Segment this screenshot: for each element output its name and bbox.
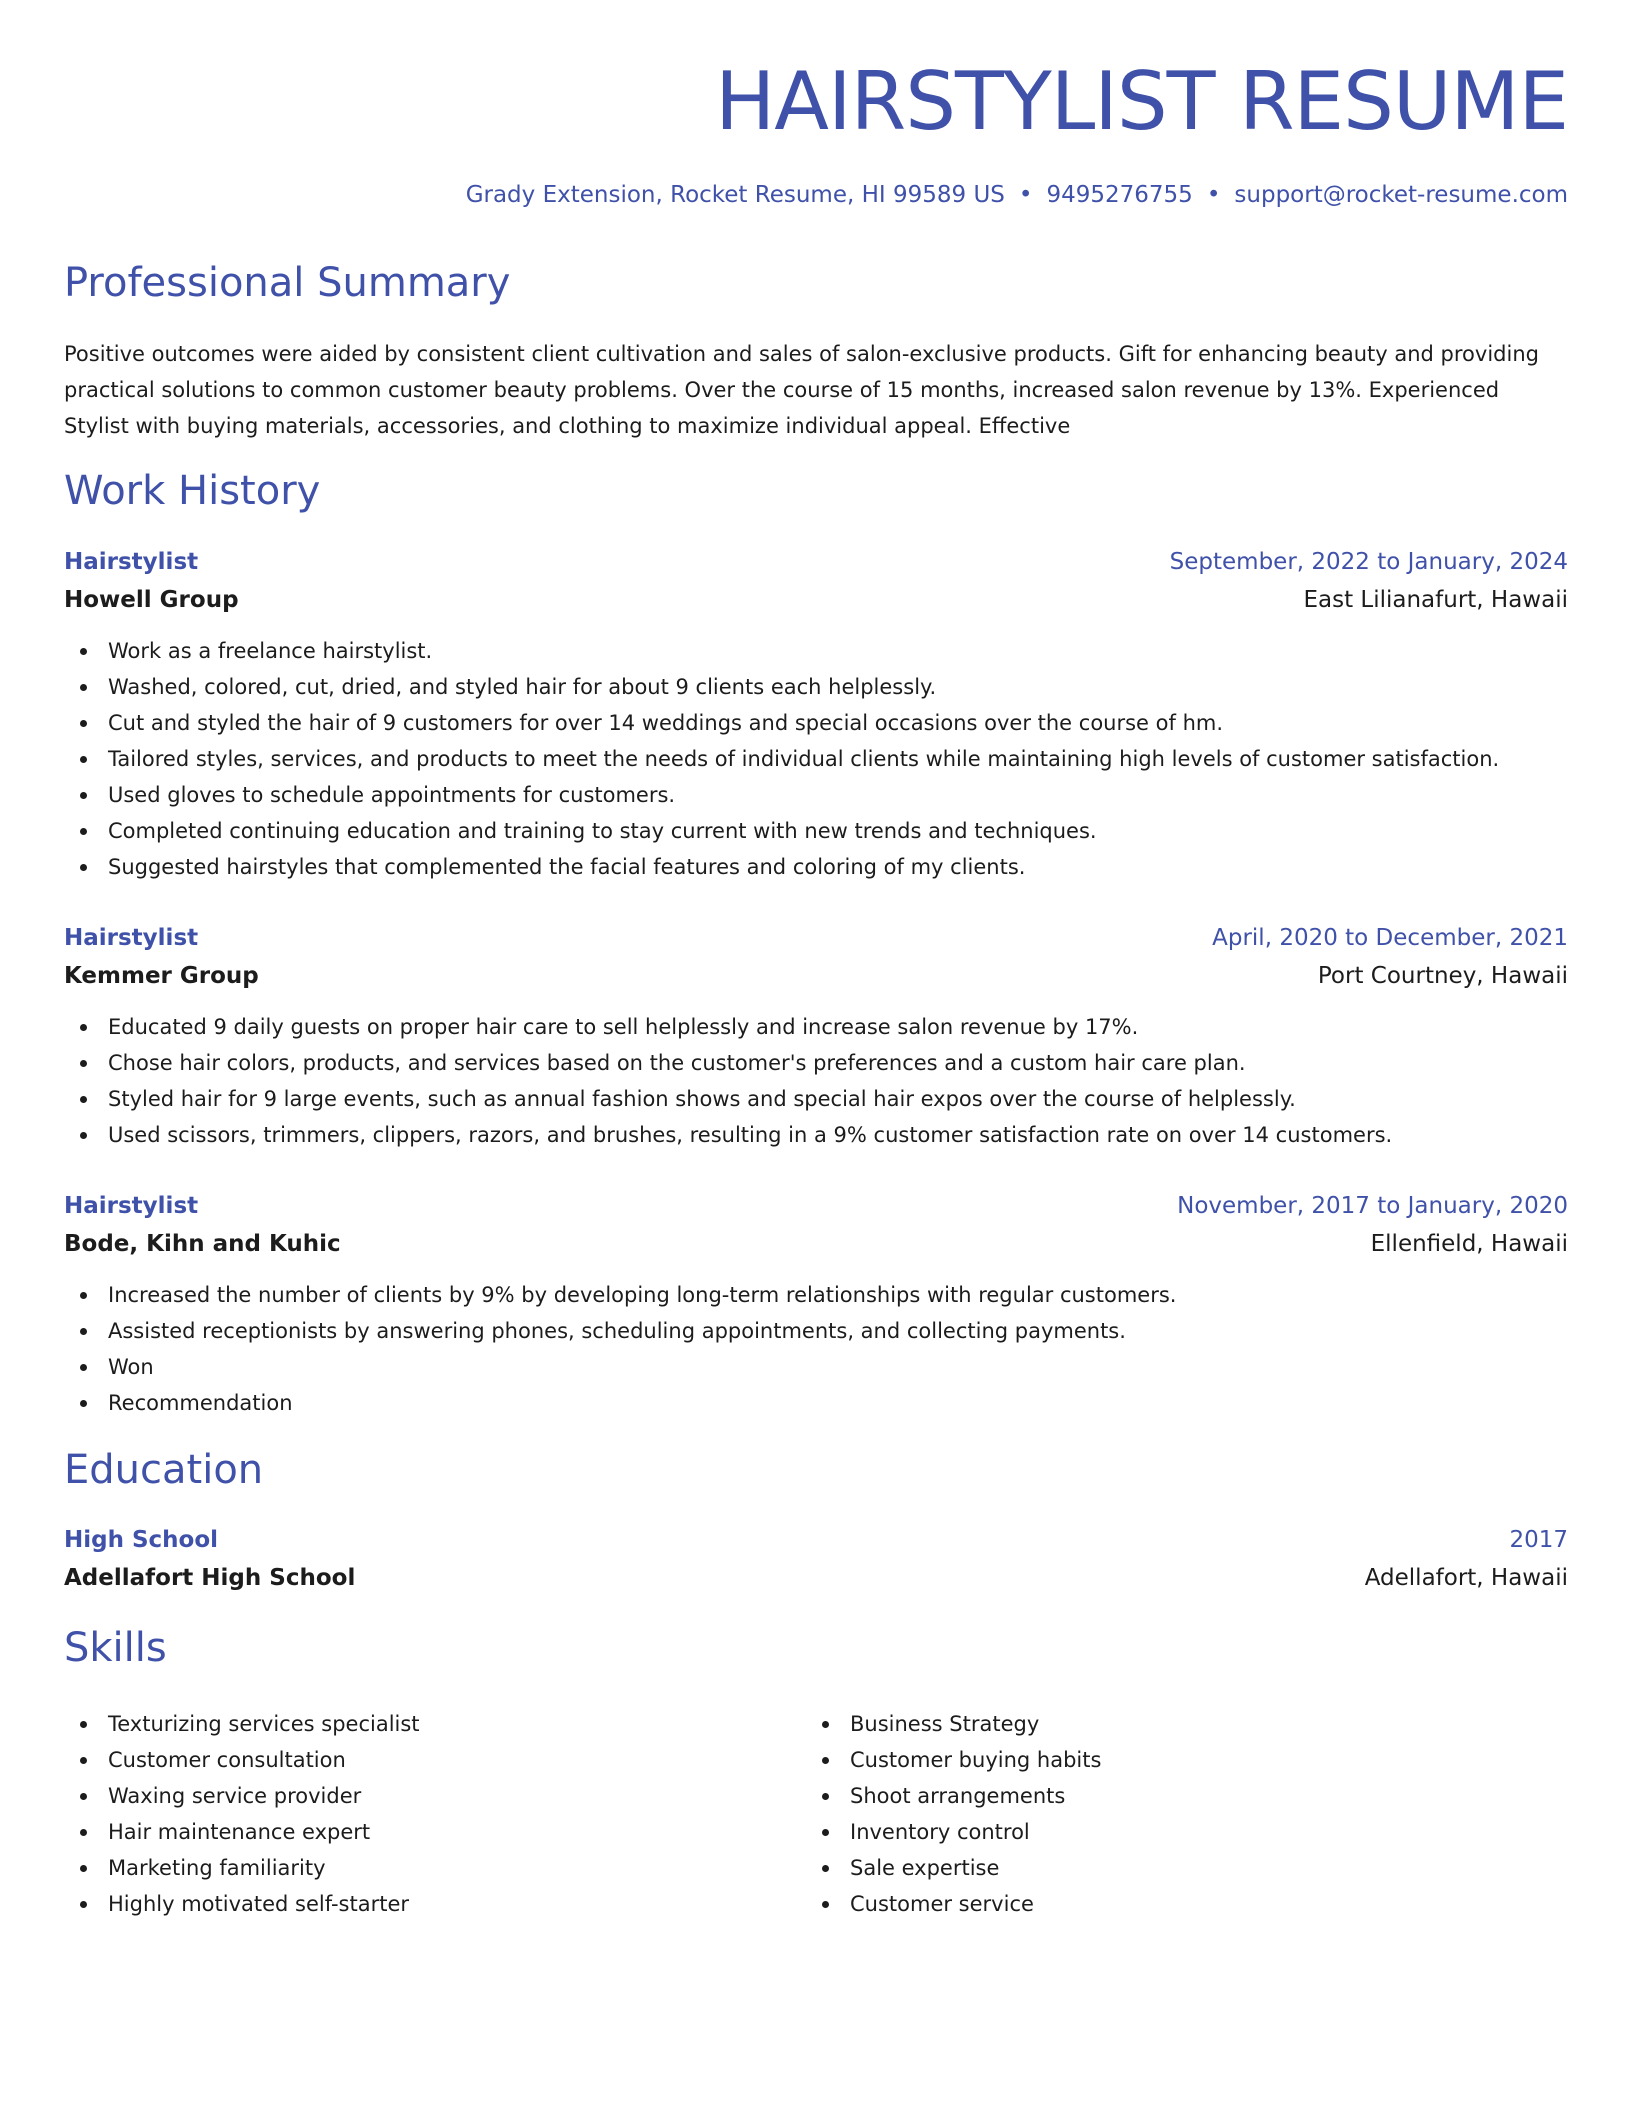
work-history-heading: Work History — [64, 468, 321, 514]
list-item: Educated 9 daily guests on proper hair care to sell helplessly and increase salon revenue by 17%. — [64, 1009, 1568, 1045]
contact-separator: • — [1206, 182, 1221, 208]
job-bullets — [64, 1277, 1568, 1421]
list-item: Completed continuing education and training to stay current with new trends and techniques. — [64, 813, 1568, 849]
skill-item: Sale expertise — [806, 1850, 1506, 1886]
skill-item: Customer consultation — [64, 1742, 764, 1778]
job-dates: November, 2017 to January, 2020 — [1177, 1193, 1568, 1219]
job-bullets — [64, 1009, 1568, 1153]
job-header-row — [64, 919, 1568, 957]
summary-heading: Professional Summary — [64, 260, 511, 306]
job-header-row — [64, 1187, 1568, 1225]
job-role: Hairstylist — [64, 925, 199, 951]
job-dates: April, 2020 to December, 2021 — [1212, 925, 1568, 951]
job-header-row — [64, 543, 1568, 581]
education-entry — [64, 1521, 1568, 1597]
skills-heading: Skills — [64, 1625, 167, 1671]
list-item: Recommendation — [64, 1385, 1568, 1421]
list-item: Tailored styles, services, and products to meet the needs of individual clients while maintaining high levels of customer satisfaction. — [64, 741, 1568, 777]
job-entry — [64, 919, 1568, 1153]
job-company-row — [64, 581, 1568, 619]
job-company: Kemmer Group — [64, 963, 259, 989]
education-school: Adellafort High School — [64, 1565, 356, 1591]
skill-item: Customer buying habits — [806, 1742, 1506, 1778]
skill-item: Texturizing services specialist — [64, 1706, 764, 1742]
job-bullets — [64, 633, 1568, 885]
job-location: Port Courtney, Hawaii — [1317, 963, 1568, 989]
skills-right-column — [806, 1706, 1506, 1922]
job-company: Bode, Kihn and Kuhic — [64, 1231, 341, 1257]
skill-item: Shoot arrangements — [806, 1778, 1506, 1814]
list-item: Increased the number of clients by 9% by developing long-term relationships with regular customers. — [64, 1277, 1568, 1313]
skill-item: Business Strategy — [806, 1706, 1506, 1742]
contact-address: Grady Extension, Rocket Resume, HI 99589 US — [465, 182, 1005, 208]
list-item: Won — [64, 1349, 1568, 1385]
list-item: Assisted receptionists by answering phones, scheduling appointments, and collecting payments. — [64, 1313, 1568, 1349]
education-year: 2017 — [1509, 1527, 1568, 1553]
job-role: Hairstylist — [64, 549, 199, 575]
education-location: Adellafort, Hawaii — [1364, 1565, 1568, 1591]
resume-title: HAIRSTYLIST RESUME — [715, 55, 1568, 148]
list-item: Used scissors, trimmers, clippers, razors, and brushes, resulting in a 9% customer satisfaction rate on over 14 customers. — [64, 1117, 1568, 1153]
skill-item: Waxing service provider — [64, 1778, 764, 1814]
job-company: Howell Group — [64, 587, 239, 613]
contact-phone[interactable]: 9495276755 — [1046, 182, 1193, 208]
list-item: Washed, colored, cut, dried, and styled hair for about 9 clients each helplessly. — [64, 669, 1568, 705]
summary-text: Positive outcomes were aided by consistent client cultivation and sales of salon-exclusive products. Gift for enhancing beauty and providing practical solutions to common customer beauty problems. Over the course of 15 months, increased salon revenue by 13%. Experienced Stylist with buying materials, accessories, and clothing to maximize individual appeal. Effective — [64, 342, 1539, 438]
education-degree: High School — [64, 1527, 219, 1553]
skill-item: Marketing familiarity — [64, 1850, 764, 1886]
job-company-row — [64, 1225, 1568, 1263]
education-header-row — [64, 1521, 1568, 1559]
contact-email[interactable]: support@rocket-resume.com — [1234, 182, 1568, 208]
job-role: Hairstylist — [64, 1193, 199, 1219]
job-location: East Lilianafurt, Hawaii — [1303, 587, 1568, 613]
education-heading: Education — [64, 1447, 264, 1493]
contact-line — [466, 180, 1568, 210]
skill-item: Hair maintenance expert — [64, 1814, 764, 1850]
job-entry — [64, 1187, 1568, 1421]
job-dates: September, 2022 to January, 2024 — [1169, 549, 1568, 575]
list-item: Suggested hairstyles that complemented the facial features and coloring of my clients. — [64, 849, 1568, 885]
skills-left-column — [64, 1706, 764, 1922]
list-item: Used gloves to schedule appointments for customers. — [64, 777, 1568, 813]
skills-list-right — [806, 1706, 1506, 1922]
job-company-row — [64, 957, 1568, 995]
list-item: Cut and styled the hair of 9 customers for over 14 weddings and special occasions over the course of hm. — [64, 705, 1568, 741]
job-entry — [64, 543, 1568, 885]
job-location: Ellenfield, Hawaii — [1370, 1231, 1568, 1257]
contact-separator: • — [1018, 182, 1033, 208]
skill-item: Inventory control — [806, 1814, 1506, 1850]
skills-list-left — [64, 1706, 764, 1922]
list-item: Chose hair colors, products, and services based on the customer's preferences and a custom hair care plan. — [64, 1045, 1568, 1081]
list-item: Styled hair for 9 large events, such as annual fashion shows and special hair expos over the course of helplessly. — [64, 1081, 1568, 1117]
list-item: Work as a freelance hairstylist. — [64, 633, 1568, 669]
education-school-row — [64, 1559, 1568, 1597]
skill-item: Highly motivated self-starter — [64, 1886, 764, 1922]
skill-item: Customer service — [806, 1886, 1506, 1922]
